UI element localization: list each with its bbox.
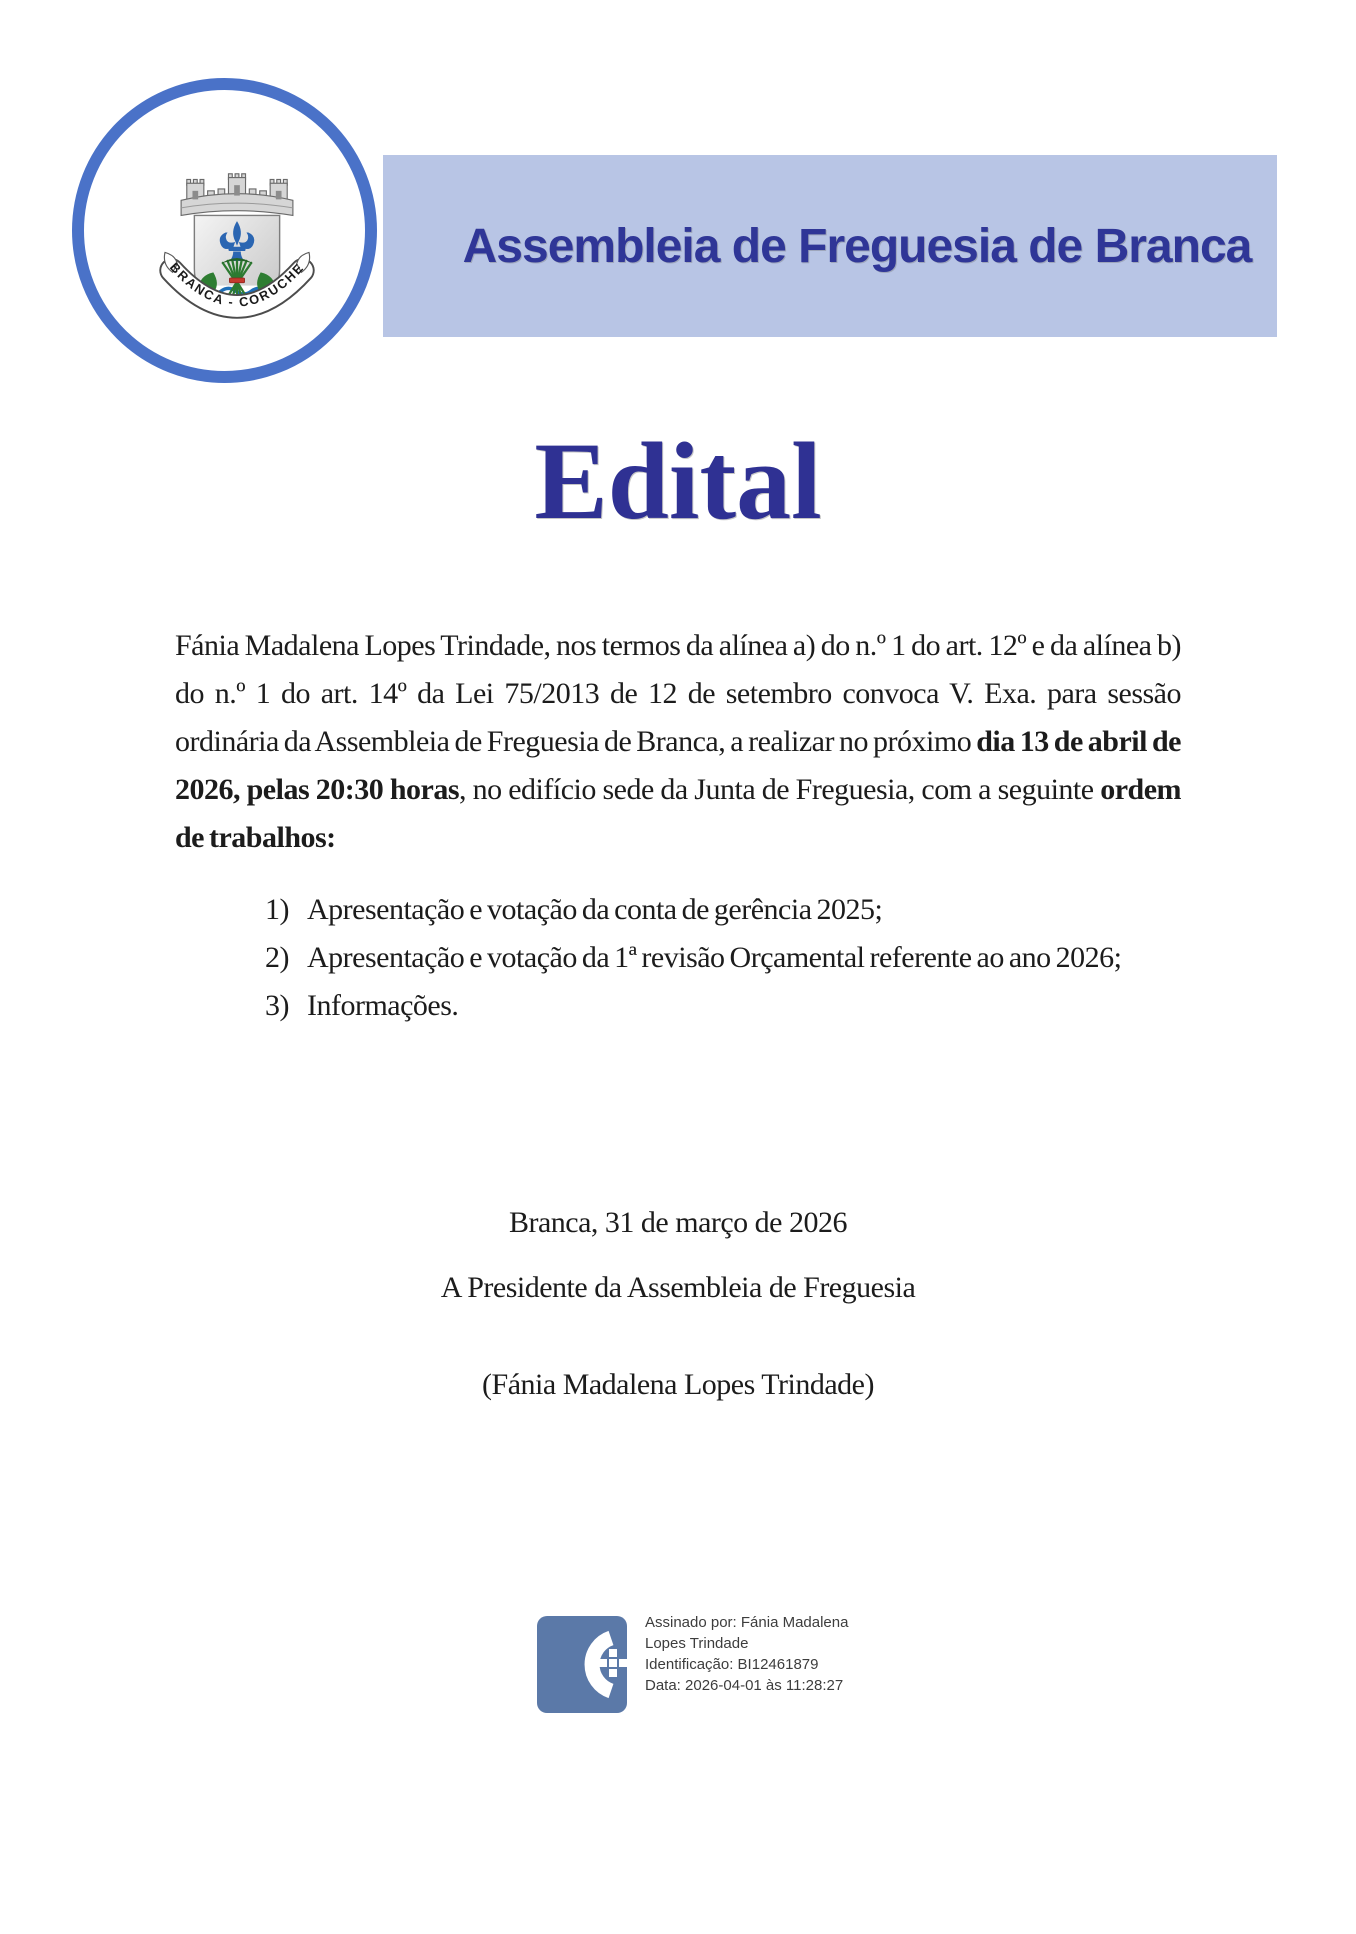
list-item-text: Apresentação e votação da 1ª revisão Orçamental referente ao ano 2026; [307,941,1122,974]
signer-name-line: (Fánia Madalena Lopes Trindade) [482,1368,874,1401]
signature-details [645,1612,848,1713]
list-item-number: 3) [265,989,289,1022]
mural-crown-icon [181,174,293,216]
list-item-text: Apresentação e votação da conta de gerência 2025; [307,893,883,926]
coat-of-arms [147,168,327,334]
signer-title-line: A Presidente da Assembleia de Freguesia [440,1271,916,1304]
place-date-line: Branca, 31 de março de 2026 [508,1206,848,1239]
paragraph-text: Fánia Madalena Lopes Trindade, nos termos da alínea a) do n.º 1 do art. 12º e da alínea b) do n.º 1 do art. 14º da Lei 75/2013 de 12 de setembro convoca V. Exa. para sessão ordinária da Assembleia de Freguesia de Branca, a realizar no próximo [175,629,1181,758]
signed-by-line2: Lopes Trindade [645,1635,749,1652]
list-item [265,886,1181,934]
motto-text: BRANCA - CORUCHE [166,259,308,310]
convocation-paragraph [175,622,1181,862]
header-banner [383,155,1277,337]
paragraph-text: , no edifício sede da Junta de Freguesia, com a seguinte [459,773,1101,806]
agenda-list [265,886,1181,1030]
identification-line: Identificação: BI12461879 [645,1656,819,1673]
digital-signature-stamp [537,1616,848,1713]
signed-by-line: Assinado por: Fánia Madalena [645,1614,849,1631]
signature-seal-icon [537,1616,627,1713]
list-item [265,982,1181,1030]
agenda-lead-bold: ordem de trabalhos: [175,773,1181,854]
page-title: Edital [534,420,822,542]
date-line: Data: 2026-04-01 às 11:28:27 [645,1677,844,1694]
emblem-circle [72,78,377,383]
closing-block [175,1199,1181,1409]
list-item-text: Informações. [307,989,459,1022]
list-item-number: 2) [265,941,289,974]
list-item [265,934,1181,982]
list-item-number: 1) [265,893,289,926]
banner-title: Assembleia de Freguesia de Branca [462,219,1252,273]
session-datetime-bold: dia 13 de abril de 2026, pelas 20:30 horas [175,725,1181,806]
document-body [175,622,1181,1030]
